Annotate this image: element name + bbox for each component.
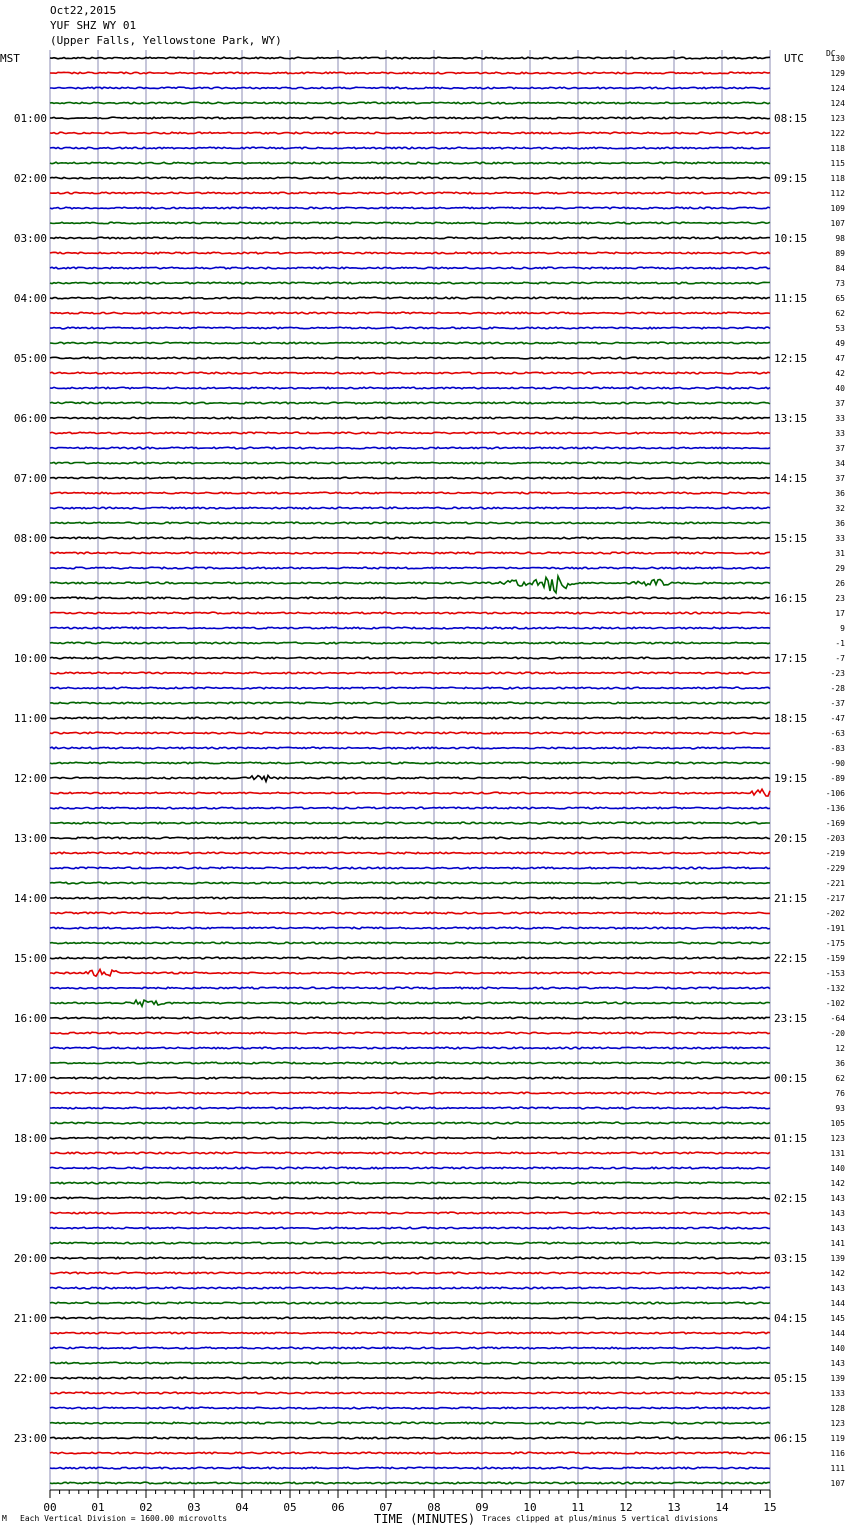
clip-note: Traces clipped at plus/minus 5 vertical divisions bbox=[482, 1514, 719, 1523]
left-hour-label: 02:00 bbox=[13, 172, 47, 185]
right-hour-label: 01:15 bbox=[774, 1132, 808, 1145]
dc-offset-label: 109 bbox=[830, 204, 845, 213]
right-hour-label: 19:15 bbox=[774, 772, 808, 785]
dc-offset-label: 37 bbox=[835, 444, 845, 453]
trace-line bbox=[50, 1092, 770, 1094]
left-hour-label: 18:00 bbox=[13, 1132, 47, 1145]
dc-offset-label: 107 bbox=[830, 1479, 845, 1488]
trace-line bbox=[50, 327, 770, 329]
trace-line bbox=[50, 1167, 770, 1169]
trace-line bbox=[50, 1392, 770, 1394]
trace-line bbox=[50, 1317, 770, 1319]
dc-offset-label: 139 bbox=[830, 1374, 845, 1383]
trace-line bbox=[50, 1302, 770, 1304]
dc-offset-label: 9 bbox=[840, 624, 845, 633]
trace-line bbox=[50, 776, 770, 782]
dc-offset-label: -23 bbox=[830, 669, 845, 678]
dc-offset-label: -28 bbox=[830, 684, 845, 693]
trace-line bbox=[50, 1047, 770, 1049]
dc-offset-label: -221 bbox=[825, 879, 845, 888]
dc-offset-label: -153 bbox=[825, 969, 845, 978]
left-hour-label: 11:00 bbox=[13, 712, 47, 725]
trace-line bbox=[50, 102, 770, 104]
trace-line bbox=[50, 447, 770, 449]
left-hour-label: 23:00 bbox=[13, 1432, 47, 1445]
trace-line bbox=[50, 957, 770, 959]
trace-line bbox=[50, 852, 770, 854]
trace-line bbox=[50, 717, 770, 719]
dc-offset-label: -7 bbox=[835, 654, 845, 663]
trace-line bbox=[50, 477, 770, 479]
right-hour-label: 14:15 bbox=[774, 472, 808, 485]
right-zone-label: UTC bbox=[784, 52, 804, 65]
left-hour-label: 04:00 bbox=[13, 292, 47, 305]
x-tick-label: 02 bbox=[139, 1501, 153, 1514]
x-tick-label: 06 bbox=[331, 1501, 345, 1514]
dc-offset-label: 118 bbox=[830, 174, 845, 183]
dc-offset-label: 124 bbox=[830, 99, 845, 108]
dc-offset-label: 34 bbox=[835, 459, 845, 468]
dc-offset-label: 123 bbox=[830, 1134, 845, 1143]
x-axis-label: TIME (MINUTES) bbox=[374, 1512, 476, 1526]
trace-line bbox=[50, 1107, 770, 1109]
dc-offset-label: 143 bbox=[830, 1284, 845, 1293]
trace-line bbox=[50, 417, 770, 419]
dc-offset-label: 107 bbox=[830, 219, 845, 228]
dc-offset-label: 142 bbox=[830, 1179, 845, 1188]
trace-line bbox=[50, 657, 770, 659]
dc-offset-label: 130 bbox=[830, 54, 845, 63]
dc-offset-label: 123 bbox=[830, 1419, 845, 1428]
dc-offset-label: 23 bbox=[835, 594, 845, 603]
dc-offset-label: 98 bbox=[835, 234, 845, 243]
right-hour-label: 20:15 bbox=[774, 832, 808, 845]
trace-line bbox=[50, 1407, 770, 1409]
trace-line bbox=[50, 72, 770, 74]
dc-offset-label: -132 bbox=[825, 984, 845, 993]
dc-offset-label: 131 bbox=[830, 1149, 845, 1158]
right-hour-label: 17:15 bbox=[774, 652, 808, 665]
right-hour-label: 09:15 bbox=[774, 172, 808, 185]
left-hour-label: 14:00 bbox=[13, 892, 47, 905]
x-tick-label: 11 bbox=[571, 1501, 585, 1514]
x-tick-label: 07 bbox=[379, 1501, 393, 1514]
x-tick-label: 01 bbox=[91, 1501, 105, 1514]
trace-line bbox=[50, 1422, 770, 1424]
dc-offset-label: 12 bbox=[835, 1044, 845, 1053]
dc-offset-label: 33 bbox=[835, 429, 845, 438]
dc-offset-label: 143 bbox=[830, 1224, 845, 1233]
dc-offset-label: -175 bbox=[825, 939, 845, 948]
trace-line bbox=[50, 282, 770, 284]
trace-line bbox=[50, 942, 770, 944]
dc-offset-label: 143 bbox=[830, 1194, 845, 1203]
dc-offset-label: -191 bbox=[825, 924, 845, 933]
dc-offset-label: 119 bbox=[830, 1434, 845, 1443]
left-hour-label: 22:00 bbox=[13, 1372, 47, 1385]
right-hour-label: 18:15 bbox=[774, 712, 808, 725]
trace-line bbox=[50, 1272, 770, 1274]
right-hour-label: 04:15 bbox=[774, 1312, 808, 1325]
dc-offset-label: 142 bbox=[830, 1269, 845, 1278]
trace-line bbox=[50, 207, 770, 209]
left-hour-label: 08:00 bbox=[13, 532, 47, 545]
trace-line bbox=[50, 1332, 770, 1334]
dc-offset-label: 89 bbox=[835, 249, 845, 258]
dc-offset-label: -64 bbox=[830, 1014, 845, 1023]
trace-line bbox=[50, 492, 770, 494]
trace-line bbox=[50, 1362, 770, 1364]
dc-offset-label: 111 bbox=[830, 1464, 845, 1473]
x-tick-label: 00 bbox=[43, 1501, 57, 1514]
dc-offset-label: -136 bbox=[825, 804, 845, 813]
trace-line bbox=[50, 267, 770, 269]
right-hour-label: 16:15 bbox=[774, 592, 808, 605]
dc-offset-label: 123 bbox=[830, 114, 845, 123]
trace-line bbox=[50, 789, 770, 796]
trace-line bbox=[50, 732, 770, 734]
trace-line bbox=[50, 612, 770, 614]
left-hour-label: 09:00 bbox=[13, 592, 47, 605]
dc-offset-label: -47 bbox=[830, 714, 845, 723]
trace-line bbox=[50, 162, 770, 164]
trace-line bbox=[50, 222, 770, 224]
trace-line bbox=[50, 627, 770, 629]
trace-line bbox=[50, 642, 770, 644]
trace-line bbox=[50, 822, 770, 824]
trace-line bbox=[50, 1077, 770, 1079]
dc-offset-label: 37 bbox=[835, 474, 845, 483]
trace-line bbox=[50, 807, 770, 809]
right-hour-label: 21:15 bbox=[774, 892, 808, 905]
right-hour-label: 12:15 bbox=[774, 352, 808, 365]
trace-line bbox=[50, 57, 770, 59]
dc-offset-label: 133 bbox=[830, 1389, 845, 1398]
trace-line bbox=[50, 1000, 770, 1006]
dc-offset-label: 33 bbox=[835, 534, 845, 543]
dc-offset-label: -219 bbox=[825, 849, 845, 858]
right-hour-label: 13:15 bbox=[774, 412, 808, 425]
right-hour-label: 10:15 bbox=[774, 232, 808, 245]
dc-offset-label: 36 bbox=[835, 489, 845, 498]
left-hour-label: 06:00 bbox=[13, 412, 47, 425]
trace-line bbox=[50, 522, 770, 524]
trace-line bbox=[50, 237, 770, 239]
dc-offset-label: 31 bbox=[835, 549, 845, 558]
dc-offset-label: 42 bbox=[835, 369, 845, 378]
trace-line bbox=[50, 537, 770, 539]
x-tick-label: 08 bbox=[427, 1501, 441, 1514]
dc-offset-label: -63 bbox=[830, 729, 845, 738]
dc-offset-label: -90 bbox=[830, 759, 845, 768]
dc-offset-label: 105 bbox=[830, 1119, 845, 1128]
dc-offset-label: 93 bbox=[835, 1104, 845, 1113]
right-hour-label: 06:15 bbox=[774, 1432, 808, 1445]
dc-offset-label: 84 bbox=[835, 264, 845, 273]
trace-line bbox=[50, 912, 770, 914]
dc-offset-label: 143 bbox=[830, 1359, 845, 1368]
trace-line bbox=[50, 927, 770, 929]
trace-line bbox=[50, 432, 770, 434]
trace-line bbox=[50, 1197, 770, 1199]
trace-line bbox=[50, 867, 770, 869]
dc-offset-label: 36 bbox=[835, 519, 845, 528]
dc-offset-label: -106 bbox=[825, 789, 845, 798]
right-hour-label: 22:15 bbox=[774, 952, 808, 965]
dc-offset-label: -217 bbox=[825, 894, 845, 903]
right-hour-label: 02:15 bbox=[774, 1192, 808, 1205]
dc-offset-label: 112 bbox=[830, 189, 845, 198]
trace-line bbox=[50, 1032, 770, 1034]
chart-title: YUF SHZ WY 01 bbox=[50, 19, 137, 32]
trace-line bbox=[50, 1017, 770, 1019]
x-tick-label: 10 bbox=[523, 1501, 537, 1514]
trace-line bbox=[50, 87, 770, 89]
left-hour-label: 05:00 bbox=[13, 352, 47, 365]
trace-rows bbox=[50, 54, 845, 1488]
trace-line bbox=[50, 837, 770, 839]
trace-line bbox=[50, 1227, 770, 1229]
dc-offset-label: 118 bbox=[830, 144, 845, 153]
trace-line bbox=[50, 312, 770, 314]
trace-line bbox=[50, 1152, 770, 1154]
trace-line bbox=[50, 567, 770, 569]
dc-offset-label: 36 bbox=[835, 1059, 845, 1068]
left-hour-label: 15:00 bbox=[13, 952, 47, 965]
trace-line bbox=[50, 552, 770, 554]
dc-label: DC bbox=[826, 49, 836, 58]
dc-offset-label: 140 bbox=[830, 1344, 845, 1353]
dc-offset-label: 73 bbox=[835, 279, 845, 288]
dc-offset-label: 17 bbox=[835, 609, 845, 618]
chart-date: Oct22,2015 bbox=[50, 4, 117, 17]
trace-line bbox=[50, 177, 770, 179]
left-hour-label: 10:00 bbox=[13, 652, 47, 665]
left-hour-label: 21:00 bbox=[13, 1312, 47, 1325]
trace-line bbox=[50, 1137, 770, 1139]
dc-offset-label: 62 bbox=[835, 309, 845, 318]
trace-line bbox=[50, 1347, 770, 1349]
trace-line bbox=[50, 1062, 770, 1064]
dc-offset-label: 124 bbox=[830, 84, 845, 93]
trace-line bbox=[50, 297, 770, 299]
trace-line bbox=[50, 252, 770, 254]
dc-offset-label: 47 bbox=[835, 354, 845, 363]
dc-offset-label: 115 bbox=[830, 159, 845, 168]
right-hour-label: 23:15 bbox=[774, 1012, 808, 1025]
chart-subtitle: (Upper Falls, Yellowstone Park, WY) bbox=[50, 34, 282, 47]
trace-line bbox=[50, 882, 770, 884]
dc-offset-label: 116 bbox=[830, 1449, 845, 1458]
right-hour-label: 11:15 bbox=[774, 292, 808, 305]
trace-line bbox=[50, 1437, 770, 1439]
right-hour-label: 08:15 bbox=[774, 112, 808, 125]
trace-line bbox=[50, 342, 770, 344]
dc-offset-label: 141 bbox=[830, 1239, 845, 1248]
dc-offset-label: 143 bbox=[830, 1209, 845, 1218]
left-hour-label: 01:00 bbox=[13, 112, 47, 125]
dc-offset-label: -102 bbox=[825, 999, 845, 1008]
dc-offset-label: 129 bbox=[830, 69, 845, 78]
x-tick-label: 13 bbox=[667, 1501, 681, 1514]
trace-line bbox=[50, 402, 770, 404]
dc-offset-label: 145 bbox=[830, 1314, 845, 1323]
dc-offset-label: 49 bbox=[835, 339, 845, 348]
x-tick-label: 03 bbox=[187, 1501, 201, 1514]
trace-line bbox=[50, 762, 770, 764]
trace-line bbox=[50, 387, 770, 389]
x-tick-label: 04 bbox=[235, 1501, 249, 1514]
dc-offset-label: -37 bbox=[830, 699, 845, 708]
trace-line bbox=[50, 1182, 770, 1184]
trace-line bbox=[50, 969, 770, 976]
dc-offset-label: 76 bbox=[835, 1089, 845, 1098]
dc-offset-label: 37 bbox=[835, 399, 845, 408]
dc-offset-label: 26 bbox=[835, 579, 845, 588]
trace-line bbox=[50, 462, 770, 464]
dc-offset-label: -89 bbox=[830, 774, 845, 783]
trace-line bbox=[50, 147, 770, 149]
x-tick-label: 09 bbox=[475, 1501, 489, 1514]
dc-offset-label: 29 bbox=[835, 564, 845, 573]
x-tick-label: 05 bbox=[283, 1501, 297, 1514]
x-tick-label: 15 bbox=[763, 1501, 777, 1514]
right-hour-label: 15:15 bbox=[774, 532, 808, 545]
dc-offset-label: -159 bbox=[825, 954, 845, 963]
trace-line bbox=[50, 1287, 770, 1289]
left-zone-label: MST bbox=[0, 52, 20, 65]
dc-offset-label: 140 bbox=[830, 1164, 845, 1173]
trace-line bbox=[50, 687, 770, 689]
dc-offset-label: -202 bbox=[825, 909, 845, 918]
dc-offset-label: 33 bbox=[835, 414, 845, 423]
trace-line bbox=[50, 372, 770, 374]
right-hour-label: 03:15 bbox=[774, 1252, 808, 1265]
scale-note: Each Vertical Division = 1600.00 microvolts bbox=[20, 1514, 228, 1523]
dc-offset-label: 122 bbox=[830, 129, 845, 138]
x-tick-label: 12 bbox=[619, 1501, 633, 1514]
trace-line bbox=[50, 1242, 770, 1244]
dc-offset-label: -20 bbox=[830, 1029, 845, 1038]
trace-line bbox=[50, 747, 770, 749]
trace-line bbox=[50, 192, 770, 194]
right-hour-label: 05:15 bbox=[774, 1372, 808, 1385]
trace-line bbox=[50, 1257, 770, 1259]
dc-offset-label: 139 bbox=[830, 1254, 845, 1263]
trace-line bbox=[50, 1452, 770, 1454]
trace-line bbox=[50, 1122, 770, 1124]
dc-offset-label: 65 bbox=[835, 294, 845, 303]
dc-offset-label: -169 bbox=[825, 819, 845, 828]
dc-offset-label: -203 bbox=[825, 834, 845, 843]
trace-line bbox=[50, 702, 770, 704]
trace-line bbox=[50, 132, 770, 134]
left-hour-label: 12:00 bbox=[13, 772, 47, 785]
left-hour-label: 13:00 bbox=[13, 832, 47, 845]
trace-line bbox=[50, 576, 770, 593]
trace-line bbox=[50, 357, 770, 359]
left-hour-label: 16:00 bbox=[13, 1012, 47, 1025]
left-hour-label: 17:00 bbox=[13, 1072, 47, 1085]
right-hour-label: 00:15 bbox=[774, 1072, 808, 1085]
left-hour-label: 07:00 bbox=[13, 472, 47, 485]
dc-offset-label: 128 bbox=[830, 1404, 845, 1413]
corner-mark: M bbox=[2, 1514, 7, 1523]
dc-offset-label: 53 bbox=[835, 324, 845, 333]
dc-offset-label: 32 bbox=[835, 504, 845, 513]
trace-line bbox=[50, 507, 770, 509]
trace-line bbox=[50, 597, 770, 599]
dc-offset-label: 144 bbox=[830, 1299, 845, 1308]
dc-offset-label: 144 bbox=[830, 1329, 845, 1338]
trace-line bbox=[50, 672, 770, 674]
trace-line bbox=[50, 1377, 770, 1379]
left-hour-label: 19:00 bbox=[13, 1192, 47, 1205]
trace-line bbox=[50, 897, 770, 899]
trace-line bbox=[50, 1482, 770, 1484]
dc-offset-label: -229 bbox=[825, 864, 845, 873]
dc-offset-label: 40 bbox=[835, 384, 845, 393]
left-hour-label: 03:00 bbox=[13, 232, 47, 245]
x-tick-label: 14 bbox=[715, 1501, 729, 1514]
trace-line bbox=[50, 987, 770, 989]
trace-line bbox=[50, 1212, 770, 1214]
trace-line bbox=[50, 117, 770, 119]
trace-line bbox=[50, 1467, 770, 1469]
dc-offset-label: -83 bbox=[830, 744, 845, 753]
dc-offset-label: 62 bbox=[835, 1074, 845, 1083]
dc-offset-label: -1 bbox=[835, 639, 845, 648]
left-hour-label: 20:00 bbox=[13, 1252, 47, 1265]
